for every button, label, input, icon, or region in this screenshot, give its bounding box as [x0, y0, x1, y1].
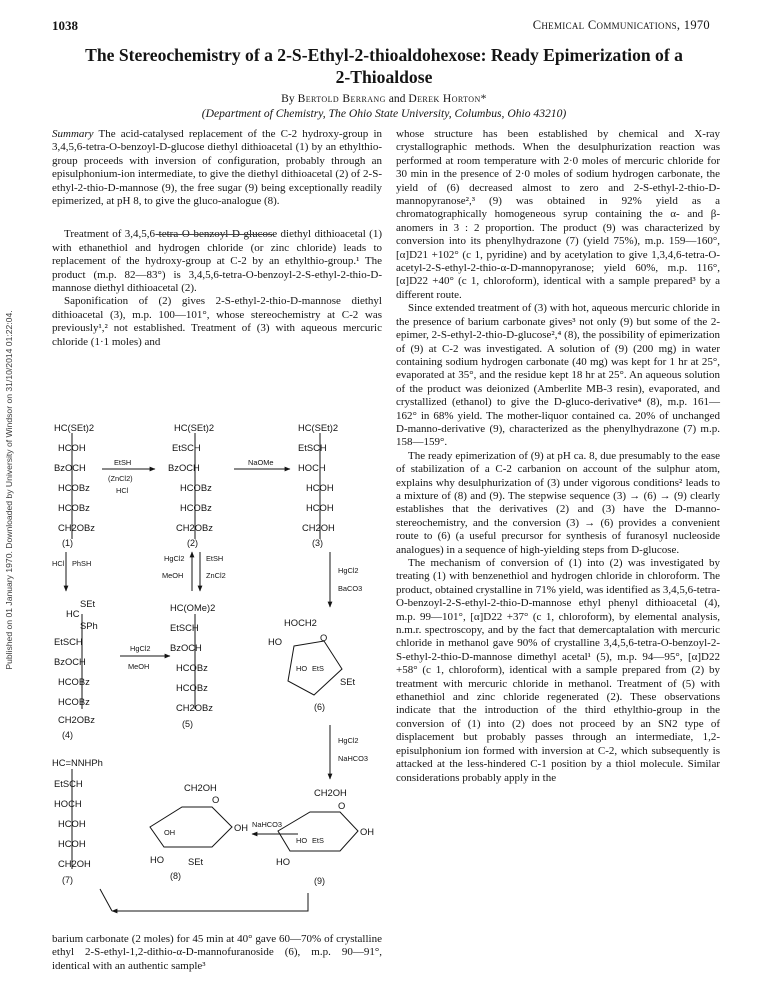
download-notice — [3, 170, 15, 810]
paragraph-ready-epimerization: The ready epimerization of (9) at pH ca. 8, due presumably to the ease of stabilization of a C-2 carbanion on account of the sulphur atom, explains why desulphurization of (3) under vigorous conditions² leads to a mixture of (8) and (9). The stepwise sequence (3) → (6) → (9) clearly establishes that the derivatives (2) and (3) have the D-manno-stereochemistry, and the conversion (3) → (6) provides a convenient route to (6) (a useful precursor for synthesis of furanosyl nucleoside analogues) in a sequence of high-yielding steps from D-glucose. — [396, 449, 720, 556]
compound-7-line: HCOH — [58, 838, 86, 849]
compound-6-line: HO — [268, 636, 283, 647]
compound-9 — [276, 787, 374, 886]
compound-1-line: BzOCH — [54, 462, 86, 473]
download-notice-text: Published on 01 January 1970. Downloaded by University of Windsor on 31/10/2014 01:22:04. — [4, 310, 14, 670]
compound-8-line: CH2OH — [184, 782, 217, 793]
summary-paragraph — [52, 128, 382, 208]
compound-7-line: HOCH — [54, 798, 82, 809]
paragraph-saponification: Saponification of (2) gives 2-S-ethyl-2-thio-D-mannose diethyl dithioacetal (3), m.p. 100—101°, whose stereochemistry at C-2 was previously¹,² not established. Treatment of (3) with aqueous mercuric chloride (1·1 moles) and — [52, 295, 382, 348]
compound-7-line: EtSCH — [54, 778, 83, 789]
author-horton: Derek Horton* — [408, 92, 487, 105]
compound-6-line: EtS — [312, 664, 324, 673]
compound-1 — [54, 422, 95, 548]
compound-6-line: SEt — [340, 676, 356, 687]
compound-6-line: HO — [296, 664, 308, 673]
title-line-1: The Stereochemistry of a 2-S-Ethyl-2-thioaldohexose: Ready Epimerization of a — [85, 45, 683, 65]
compound-6-line: HOCH2 — [284, 617, 317, 628]
reagent-label: EtSH — [114, 458, 132, 467]
compound-6-line: O — [320, 632, 328, 643]
compound-4 — [54, 598, 98, 740]
reaction-scheme — [52, 419, 388, 924]
page-number: 1038 — [52, 18, 78, 33]
reagents-2-to-3 — [248, 458, 273, 467]
compound-7-label: (7) — [62, 875, 73, 885]
compound-1-line: HCOH — [58, 442, 86, 453]
compound-7-line: HCOH — [58, 818, 86, 829]
compound-2-line: HC(SEt)2 — [174, 422, 215, 433]
compound-5-line: EtSCH — [170, 622, 199, 633]
compound-2 — [168, 422, 214, 548]
author-line — [40, 92, 728, 105]
compound-7 — [52, 757, 103, 885]
reagent-label: HgCl2 — [164, 554, 185, 563]
compound-3-line: HC(SEt)2 — [298, 422, 339, 433]
compound-7-line: HC=NNHPh — [52, 757, 103, 768]
compound-3-line: HCOH — [306, 482, 334, 493]
compound-3-line: EtSCH — [298, 442, 327, 453]
compound-9-line: CH2OH — [314, 787, 347, 798]
reagent-label: NaHCO3 — [252, 820, 282, 829]
compound-9-line: HO — [276, 856, 291, 867]
compound-8-line: SEt — [188, 856, 204, 867]
reagents-9-to-8 — [252, 820, 282, 829]
compound-8-line: HO — [150, 854, 165, 865]
author-berrang: Bertold Berrang — [297, 92, 386, 105]
compound-1-line: HCOBz — [58, 482, 90, 493]
reagent-label: MeOH — [128, 662, 150, 671]
compound-4-line: CH2OBz — [58, 714, 95, 725]
reagents-1-to-2 — [108, 458, 133, 495]
compound-9-line: EtS — [312, 836, 324, 845]
reagents-3-to-6 — [338, 566, 362, 593]
left-column-continued — [52, 933, 382, 973]
and-word: and — [388, 92, 406, 105]
compound-9-line: HO — [296, 836, 308, 845]
compound-4-line: SEt — [80, 598, 96, 609]
compound-3-line: CH2OH — [302, 522, 335, 533]
reagent-label: HCl — [116, 486, 129, 495]
compound-2-line: EtSCH — [172, 442, 201, 453]
compound-8-line: OH — [234, 822, 249, 833]
compound-6-label: (6) — [314, 702, 325, 712]
left-column — [52, 128, 382, 349]
compound-1-line: HCOBz — [58, 502, 90, 513]
compound-4-line: HCOBz — [58, 696, 90, 707]
paragraph-barium: barium carbonate (2 moles) for 45 min at 40° gave 60—70% of crystalline ethyl 2-S-ethyl-1,2-dithio-α-D-mannofuranoside (6), m.p. 90—91°, identical with an authentic sample³ — [52, 933, 382, 972]
reagent-label: HgCl2 — [130, 644, 151, 653]
compound-4-line: SPh — [80, 620, 98, 631]
article-title — [40, 44, 728, 88]
reagent-label: NaOMe — [248, 458, 274, 467]
compound-4-line: BzOCH — [54, 656, 86, 667]
reagents-6-to-9 — [338, 736, 368, 763]
compound-9-line: OH — [360, 826, 375, 837]
reagent-label: EtSH — [206, 554, 224, 563]
summary-text: The acid-catalysed replacement of the C-2 hydroxy-group in 3,4,5,6-tetra-O-benzoyl-D-glucose diethyl dithioacetal (1) by an ethylthio-group proceeds with inversion of configuration, probably through an episulphonium-ion intermediate, to give the diethyl dithioacetal (2) of 2-S-ethyl-2-thio-D-mannose (9), the free sugar (9) being exceptionally readily epimerized, at pH 8, to give the gluco-analogue (8). — [52, 128, 382, 208]
paragraph-mechanism: The mechanism of conversion of (1) into (2) was investigated by treating (1) with benzenethiol and hydrogen chloride in chloroform. The product, obtained crystalline in 71% yield, was identified as 3,4,5,6-tetra-O-benzoyl-2-S-ethyl-2-thio-D-mannose ethyl phenyl dithioacetal (4), m.p. 99—101°, [α]D22 +37° (c 1, chloroform), by elemental analysis, n.m.r. spectroscopy, and by the fact that demercaptalation with mercuric chloride in methanol gave 90% of crystalline 3,4,5,6-tetra-O-benzoyl-2-S-ethyl-2-thio-D-mannose dimethyl acetal¹ (5), m.p. 94—95°, [α]D22 +58° (c 1, chloroform), identical with a sample prepared from (2) by treatment with mercuric chloride in methanol. Treatment of (5) with ethanethiol and zinc chloride regenerated (2). These observations indicate that the introduction of the third ethylthio-group in the conversion of (1) into (2) does not proceed by an SN2 type of displacement but probably passes through an intermediate, 1,2-episulphonium ion formed with inversion at C-2, which subsequently is attacked at the less-hindered C-1 position by a thiol molecule. Similar considerations probably apply in the — [396, 557, 720, 784]
reagent-label: BaCO3 — [338, 584, 363, 593]
compound-5-line: HCOBz — [176, 682, 208, 693]
compound-3-label: (3) — [312, 538, 323, 548]
compound-1-line: HC(SEt)2 — [54, 422, 95, 433]
compound-1-line: CH2OBz — [58, 522, 95, 533]
paragraph-structure: whose structure has been established by chemical and X-ray crystallographic methods. When the desulphurization reaction was performed at room temperature with 2·0 moles of mercuric chloride for 30 min in the presence of 2·0 moles of sodium hydrogen carbonate, the yield of (6) decreased almost to zero and 2-S-ethyl-2-thio-D-mannopyranose²,³ (9) was obtained in 92% yield as a chromatographically homogeneous syrup containing the α- and β-anomers in 3 : 2 proportion. The product (9) was characterized by conversion into its phenylhydrazone (7) (yield 75%), m.p. 159—160°, [α]D21 +102° (c 1, pyridine) and by acetylation to give 1,3,4,6-tetra-O-acetyl-2-S-ethyl-2-thio-α-D-mannopyranose; yield 60%, m.p. 116°, [α]D22 +40° (c 1, chloroform), identical with a sample prepared³ by a different route. — [396, 128, 720, 301]
reagent-label: ZnCl2 — [206, 571, 226, 580]
compound-2-line: HCOBz — [180, 502, 212, 513]
journal-name: Chemical Communications, 1970 — [532, 18, 710, 32]
by-word: By — [281, 92, 295, 105]
compound-4-label: (4) — [62, 730, 73, 740]
reagent-label: HgCl2 — [338, 736, 359, 745]
compound-5-line: CH2OBz — [176, 702, 213, 713]
compound-8-line: O — [212, 794, 220, 805]
compound-5-line: HCOBz — [176, 662, 208, 673]
reagent-label: HCl — [52, 559, 65, 568]
reagent-label: PhSH — [72, 559, 92, 568]
affiliation: (Department of Chemistry, The Ohio State University, Columbus, Ohio 43210) — [201, 107, 567, 120]
summary-divider — [156, 234, 274, 235]
compound-4-line: EtSCH — [54, 636, 83, 647]
reagent-label: (ZnCl2) — [108, 474, 133, 483]
compound-7-line: CH2OH — [58, 858, 91, 869]
compound-9-line: O — [338, 800, 346, 811]
scheme-drawing — [52, 419, 388, 924]
paragraph-epimer: Since extended treatment of (3) with hot, aqueous mercuric chloride in the presence of barium carbonate gives³ not only (9) but some of the 2-epimer, 2-S-ethyl-2-thio-D-glucose²,⁴ (8), the possibility of epimerization of (9) at C-2 was investigated. A solution of (9) (200 mg) in water containing sodium hydrogen carbonate (40 mg) was kept for 1 hr at 25°, evaporated at 35°, and the residue kept 18 hr at 25°. An aqueous solution of the product was deionized (Amberlite MB-3 resin), evaporated, and crystallized (ethanol) to give the D-gluco-derivative⁴ (8), m.p. 161—162° in 68% yield. The mother-liquor contained ca. 20% of unchanged D-manno-derivative (9), characterized as the phenylhydrazone (7) m.p. 158—159°. — [396, 302, 720, 449]
compound-8-label: (8) — [170, 871, 181, 881]
compound-3-line: HOCH — [298, 462, 326, 473]
reagent-label: NaHCO3 — [338, 754, 368, 763]
reagents-1-to-4 — [52, 559, 91, 568]
compound-5-line: BzOCH — [170, 642, 202, 653]
compound-2-line: HCOBz — [180, 482, 212, 493]
compound-9-label: (9) — [314, 876, 325, 886]
summary-label: Summary — [52, 128, 94, 140]
compound-4-line: HC — [66, 608, 80, 619]
right-column — [396, 128, 720, 785]
reagent-label: HgCl2 — [338, 566, 359, 575]
compound-2-label: (2) — [187, 538, 198, 548]
compound-2-line: CH2OBz — [176, 522, 213, 533]
title-line-2: 2-Thioaldose — [335, 67, 433, 87]
compound-5-line: HC(OMe)2 — [170, 602, 216, 613]
compound-8-line: OH — [164, 828, 176, 837]
reagents-2-to-5 — [162, 554, 226, 580]
compound-3-line: HCOH — [306, 502, 334, 513]
reagent-label: MeOH — [162, 571, 184, 580]
compound-8 — [150, 782, 248, 881]
paragraph-treatment: Treatment of 3,4,5,6-tetra-O-benzoyl-D-glucose diethyl dithioacetal (1) with ethanethiol and hydrogen chloride (or zinc chloride) leads to replacement of the hydroxy-group at C-2 by an ethylthio-group.¹ The product (m.p. 82—83°) is 3,4,5,6-tetra-O-benzoyl-2-S-ethyl-2-thio-D-mannose diethyl dithioacetal (2). — [52, 228, 382, 295]
compound-5-label: (5) — [182, 719, 193, 729]
compound-2-line: BzOCH — [168, 462, 200, 473]
reagents-4-to-5 — [128, 644, 151, 671]
compound-5 — [170, 602, 215, 729]
compound-1-label: (1) — [62, 538, 73, 548]
compound-6 — [268, 617, 356, 712]
compound-3 — [298, 422, 338, 548]
compound-4-line: HCOBz — [58, 676, 90, 687]
